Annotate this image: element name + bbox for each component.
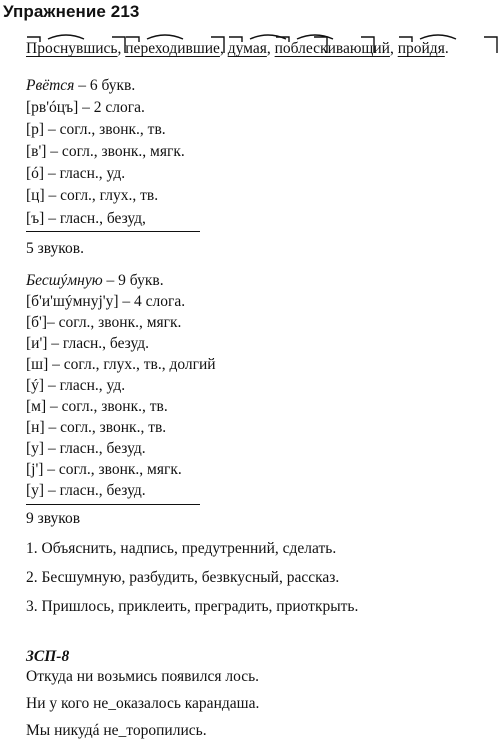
zsp-line: Ни у кого не_оказалось карандаша. (26, 695, 260, 712)
morph-word: думая (228, 40, 267, 58)
analysis2-line: [и'] – гласн., безуд. (26, 335, 149, 352)
analysis2-line: [у] – гласн., безуд. (26, 482, 146, 499)
analysis2-line: [м] – согл., звонк., тв. (26, 398, 168, 415)
morph-word: Проснувшись (26, 40, 118, 58)
analysis1-heading (26, 77, 135, 95)
analysis2-line: [у] – гласн., безуд. (26, 440, 146, 457)
morph-word: переходившие (125, 40, 220, 58)
analysis2-word: Бесшýмную (26, 272, 103, 289)
morph-separator: , (266, 40, 275, 57)
analysis2-heading (26, 272, 164, 290)
morph-separator: , (389, 40, 398, 57)
analysis1-divider (26, 231, 200, 232)
morph-word: пройдя (398, 40, 445, 58)
analysis2-line: [б'и'шýмнуj'у] – 4 слога. (26, 293, 186, 310)
numbered-line-1: 1. Объяснить, надпись, предутренний, сделать. (26, 540, 337, 557)
zsp-line: Мы никудá не_торопились. (26, 722, 207, 739)
zsp-line: Откуда ни возьмись появился лось. (26, 668, 260, 685)
numbered-line-2: 2. Бесшумную, разбудить, безвкусный, рассказ. (26, 569, 340, 586)
analysis2-line: [ш] – согл., глух., тв., долгий (26, 356, 216, 373)
analysis2-line: [б']– согл., звонк., мягк. (26, 314, 182, 331)
morph-word-list (26, 40, 449, 57)
analysis1-line: [рв'óцъ] – 2 слога. (26, 99, 145, 116)
analysis2-summary: 9 звуков (26, 510, 81, 527)
numbered-line-3: 3. Пришлось, приклеить, преградить, приоткрыть. (26, 598, 359, 615)
morpheme-marks-icon (125, 33, 225, 57)
morphemic-parse-line (26, 40, 449, 58)
analysis1-line: [ó] – гласн., уд. (26, 165, 126, 182)
analysis2-divider (26, 504, 200, 505)
analysis2-line: [н] – согл., звонк., тв. (26, 419, 167, 436)
analysis1-line: [ц] – согл., глух., тв. (26, 187, 159, 204)
morpheme-marks-icon (275, 33, 375, 57)
analysis1-line: [в'] – согл., звонк., мягк. (26, 143, 185, 160)
morph-separator: , (219, 40, 228, 57)
morph-word: поблескивающий (275, 40, 390, 58)
morpheme-marks-icon (26, 33, 126, 57)
analysis1-line: [р] – согл., звонк., тв. (26, 121, 166, 138)
analysis1-letters: – 6 букв. (74, 77, 136, 94)
exercise-title: Упражнение 213 (3, 2, 140, 21)
analysis1-word: Рвётся (26, 77, 75, 94)
analysis2-line: [j'] – согл., звонк., мягк. (26, 461, 182, 478)
analysis1-summary: 5 звуков. (26, 240, 84, 257)
analysis2-letters: – 9 букв. (102, 272, 164, 289)
zsp-heading: ЗСП-8 (26, 648, 70, 665)
analysis1-line: [ъ] – гласн., безуд, (26, 210, 146, 227)
morph-separator: , (117, 40, 126, 57)
morph-separator: . (444, 40, 449, 57)
analysis2-line: [ý] – гласн., уд. (26, 377, 126, 394)
